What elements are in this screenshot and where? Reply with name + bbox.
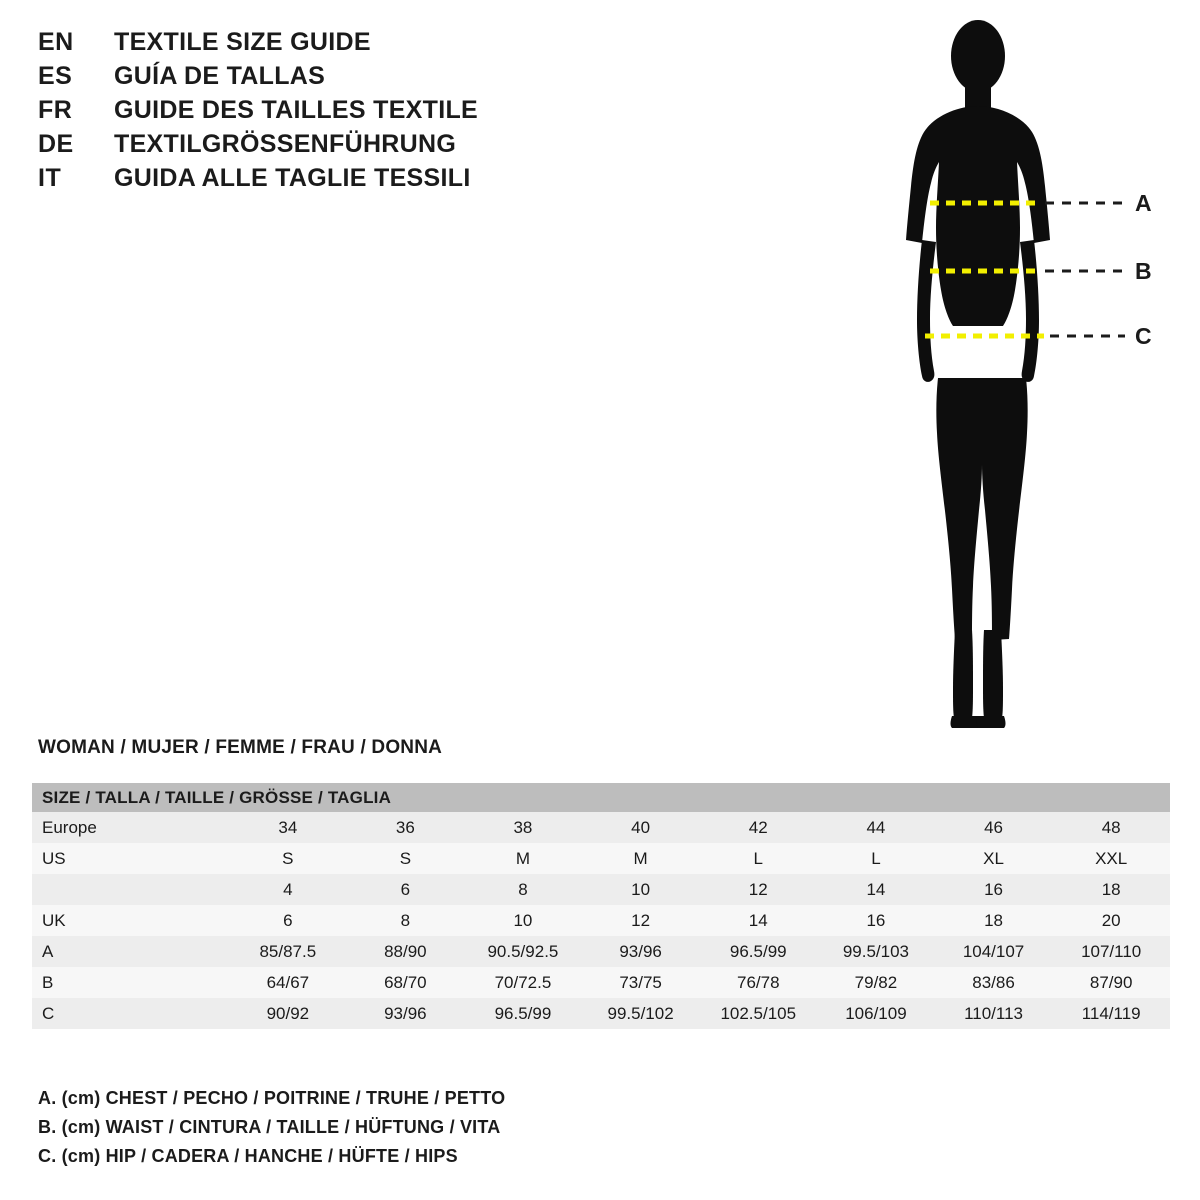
cell-value: 18 <box>1052 874 1170 905</box>
cell-value: 73/75 <box>582 967 700 998</box>
cell-value: 110/113 <box>935 998 1053 1029</box>
cell-value: 64/67 <box>229 967 347 998</box>
row-label: UK <box>32 905 229 936</box>
table-row <box>32 905 1170 936</box>
row-label: C <box>32 998 229 1029</box>
cell-value: 90/92 <box>229 998 347 1029</box>
table-row <box>32 843 1170 874</box>
title-text: GUIDA ALLE TAGLIE TESSILI <box>114 164 471 192</box>
cell-value: 96.5/99 <box>699 936 817 967</box>
cell-value: XXL <box>1052 843 1170 874</box>
row-label <box>32 874 229 905</box>
cell-value: 76/78 <box>699 967 817 998</box>
cell-value: 44 <box>817 812 935 843</box>
title-row <box>38 130 598 164</box>
cell-value: 34 <box>229 812 347 843</box>
cell-value: 12 <box>582 905 700 936</box>
woman-silhouette-icon <box>860 18 1190 738</box>
cell-value: XL <box>935 843 1053 874</box>
cell-value: 12 <box>699 874 817 905</box>
cell-value: 16 <box>935 874 1053 905</box>
table-row <box>32 874 1170 905</box>
size-guide-figure <box>860 18 1190 738</box>
cell-value: 6 <box>229 905 347 936</box>
table-row <box>32 967 1170 998</box>
cell-value: 88/90 <box>347 936 464 967</box>
title-text: GUÍA DE TALLAS <box>114 62 326 90</box>
cell-value: 6 <box>347 874 464 905</box>
cell-value: 70/72.5 <box>464 967 582 998</box>
marker-label-b: B <box>1135 258 1152 284</box>
row-label: A <box>32 936 229 967</box>
cell-value: 38 <box>464 812 582 843</box>
cell-value: 8 <box>347 905 464 936</box>
title-block <box>38 28 598 198</box>
title-language-code: IT <box>38 164 62 192</box>
cell-value: 14 <box>817 874 935 905</box>
title-row <box>38 28 598 62</box>
cell-value: 104/107 <box>935 936 1053 967</box>
table-row <box>32 936 1170 967</box>
cell-value: 18 <box>935 905 1053 936</box>
category-label: WOMAN / MUJER / FEMME / FRAU / DONNA <box>38 737 443 758</box>
title-language-code: EN <box>38 28 74 56</box>
title-text: TEXTILGRÖSSENFÜHRUNG <box>114 130 457 158</box>
cell-value: 42 <box>699 812 817 843</box>
row-label: Europe <box>32 812 229 843</box>
title-language-code: FR <box>38 96 73 124</box>
size-table <box>32 783 1170 1029</box>
cell-value: 93/96 <box>347 998 464 1029</box>
cell-value: 99.5/102 <box>582 998 700 1029</box>
marker-label-a: A <box>1135 190 1152 216</box>
cell-value: S <box>229 843 347 874</box>
cell-value: 79/82 <box>817 967 935 998</box>
cell-value: 40 <box>582 812 700 843</box>
cell-value: 36 <box>347 812 464 843</box>
table-header-row <box>32 783 1170 812</box>
cell-value: 10 <box>582 874 700 905</box>
cell-value: 83/86 <box>935 967 1053 998</box>
cell-value: 96.5/99 <box>464 998 582 1029</box>
table-row <box>32 998 1170 1029</box>
cell-value: 16 <box>817 905 935 936</box>
row-label: B <box>32 967 229 998</box>
cell-value: 85/87.5 <box>229 936 347 967</box>
cell-value: M <box>464 843 582 874</box>
title-row <box>38 96 598 130</box>
cell-value: 48 <box>1052 812 1170 843</box>
table-header-label: SIZE / TALLA / TAILLE / GRÖSSE / TAGLIA <box>32 783 1170 812</box>
cell-value: M <box>582 843 700 874</box>
cell-value: S <box>347 843 464 874</box>
title-row <box>38 62 598 96</box>
title-text: TEXTILE SIZE GUIDE <box>114 28 371 56</box>
cell-value: 8 <box>464 874 582 905</box>
cell-value: 107/110 <box>1052 936 1170 967</box>
cell-value: 10 <box>464 905 582 936</box>
cell-value: 99.5/103 <box>817 936 935 967</box>
cell-value: L <box>699 843 817 874</box>
marker-label-c: C <box>1135 323 1152 349</box>
measurement-notes <box>38 1088 738 1175</box>
cell-value: L <box>817 843 935 874</box>
cell-value: 14 <box>699 905 817 936</box>
title-language-code: DE <box>38 130 74 158</box>
title-language-code: ES <box>38 62 73 90</box>
cell-value: 4 <box>229 874 347 905</box>
cell-value: 87/90 <box>1052 967 1170 998</box>
cell-value: 102.5/105 <box>699 998 817 1029</box>
cell-value: 114/119 <box>1052 998 1170 1029</box>
cell-value: 46 <box>935 812 1053 843</box>
cell-value: 106/109 <box>817 998 935 1029</box>
row-label: US <box>32 843 229 874</box>
note-hip: C. (cm) HIP / CADERA / HANCHE / HÜFTE / HIPS <box>38 1146 458 1166</box>
title-text: GUIDE DES TAILLES TEXTILE <box>114 96 479 124</box>
cell-value: 20 <box>1052 905 1170 936</box>
note-chest: A. (cm) CHEST / PECHO / POITRINE / TRUHE / PETTO <box>38 1088 506 1108</box>
cell-value: 68/70 <box>347 967 464 998</box>
note-waist: B. (cm) WAIST / CINTURA / TAILLE / HÜFTUNG / VITA <box>38 1117 501 1137</box>
table-row <box>32 812 1170 843</box>
cell-value: 93/96 <box>582 936 700 967</box>
cell-value: 90.5/92.5 <box>464 936 582 967</box>
title-row <box>38 164 598 198</box>
